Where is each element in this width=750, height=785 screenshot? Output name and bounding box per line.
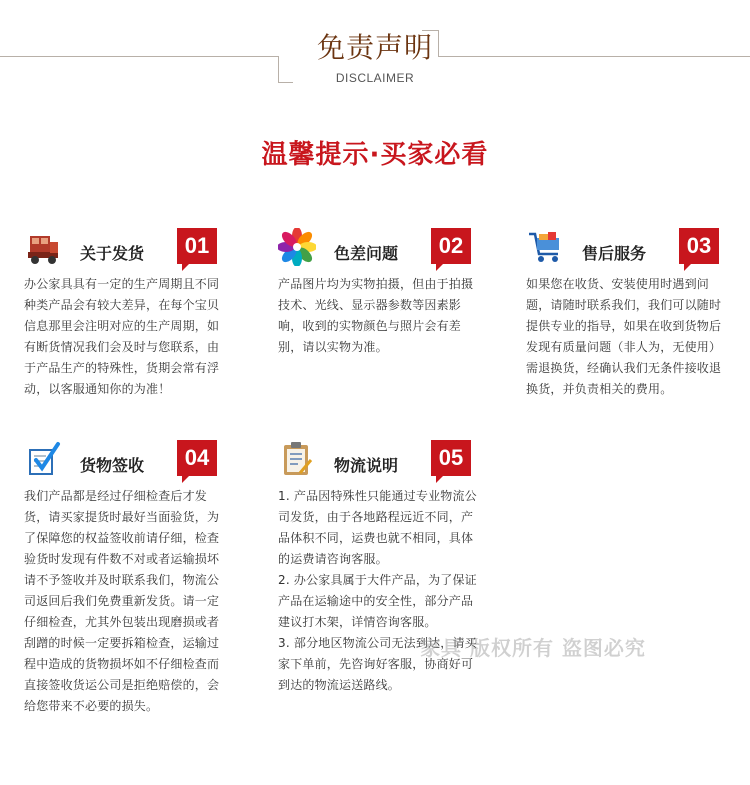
card-number-badge: 05	[431, 440, 471, 476]
card-title: 物流说明	[334, 456, 399, 475]
clipboard-icon	[278, 440, 316, 478]
card-body: 我们产品都是经过仔细检查后才发货，请买家提货时最好当面验货，为了保障您的权益签收前请仔细，检查验货时发现有件数不对或者运输损坏请不予签收并及时联系我们，物流公司返回后我们免费重新发货。请一定仔细检查，尤其外包装出现磨损或者刮蹭的时候一定要拆箱检查，运输过程中造成的货物损坏如不仔细检查而直接签收货运公司是拒绝赔偿的，会给您带来不必要的损失。	[24, 489, 220, 713]
card-body: 产品图片均为实物拍摄，但由于拍摄技术、光线、显示器参数等因素影响，收到的实物颜色与照片会有差别，请以实物为准。	[278, 277, 474, 354]
card-body: 如果您在收货、安装使用时遇到问题，请随时联系我们，我们可以随时提供专业的指导，如果在收到货物后发现有质量问题（非人为，无使用）需退换货，经确认我们无条件接收退换货，并负责相关的费用。	[526, 277, 722, 396]
card-title: 色差问题	[334, 244, 399, 263]
card-title: 关于发货	[80, 244, 145, 263]
card-body: 办公家具具有一定的生产周期且不同种类产品会有较大差异，在每个宝贝信息那里会注明对应的生产周期，如有断货情况我们会及时与您联系，由于产品生产的特殊性，货期会常有浮动，以客服通知你的为准！	[24, 277, 220, 396]
notice-banner: 温馨提示·买家必看	[261, 140, 489, 170]
copyright-watermark: 家具 版权所有 盗图必究	[420, 636, 646, 660]
card-number-badge: 01	[177, 228, 217, 264]
card-number-badge: 04	[177, 440, 217, 476]
page-title: 免责声明	[316, 31, 433, 64]
card-after-sales	[526, 228, 731, 418]
card-number-badge: 03	[679, 228, 719, 264]
card-body: 1. 产品因特殊性只能通过专业物流公司发货，由于各地路程远近不同，产品体积不同，运费也就不相同，具体的运费请咨询客服。 2. 办公家具属于大件产品，为了保证产品在运输途中的安全性，部分产品建议打木架，详情咨询客服。 3. 部分地区物流公司无法到达，请买家下单前，先咨询好客服，协商好可到达的物流运送路线。	[278, 489, 477, 692]
card-number-badge: 02	[431, 228, 471, 264]
card-color-difference	[278, 228, 483, 368]
shopping-cart-icon	[526, 228, 564, 266]
checkmark-icon	[24, 440, 62, 478]
page-subtitle: DISCLAIMER	[335, 71, 415, 85]
card-title: 货物签收	[80, 456, 145, 475]
card-shipping	[24, 228, 229, 418]
card-title: 售后服务	[582, 244, 647, 263]
card-delivery-signing	[24, 440, 229, 740]
color-wheel-icon	[278, 228, 316, 266]
card-logistics	[278, 440, 483, 700]
truck-icon	[24, 228, 62, 266]
